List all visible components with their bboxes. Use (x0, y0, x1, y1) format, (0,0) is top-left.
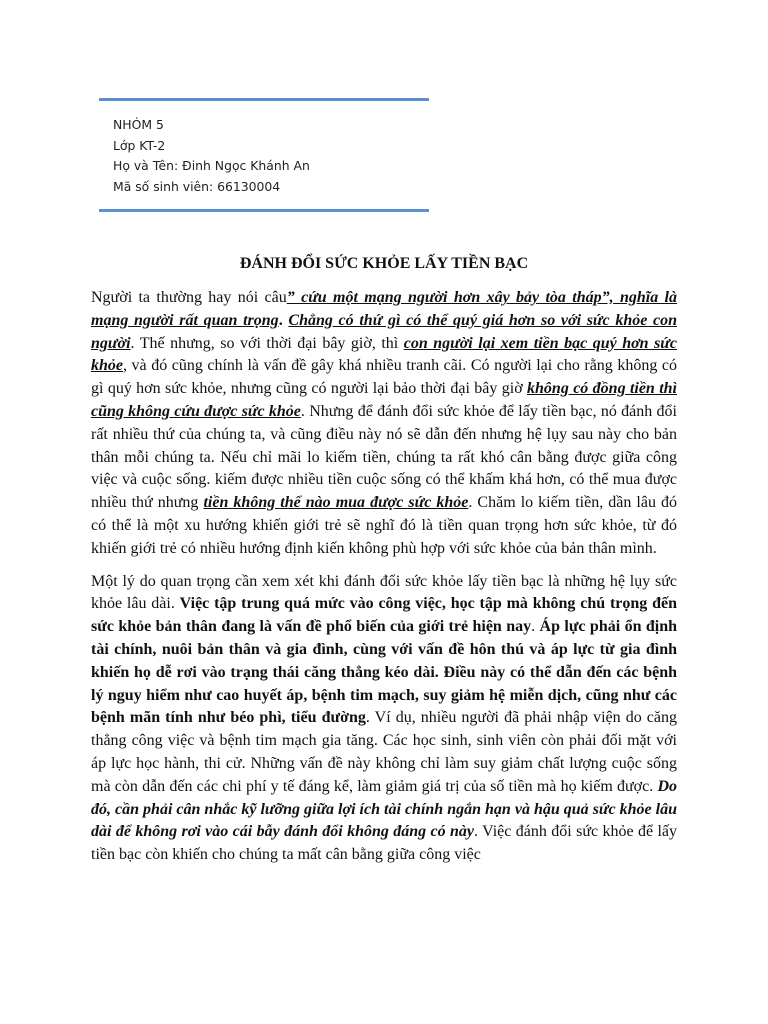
p1-emphasis: tiền không thể nào mua được sức khỏe (203, 494, 469, 512)
p1-emphasis: con người lại xem tiền bạc quý hơn sức khỏe (91, 334, 677, 375)
p1-text: , và đó cũng chính là vấn đề gây khá nhiều tranh cãi. Có người lại cho rằng không có gì quý hơn sức khỏe, nhưng cũng có người lại bảo thời đại bây giờ (91, 357, 677, 398)
group-line: NHÓM 5 (113, 117, 164, 132)
p2-text: . (531, 618, 540, 636)
header-block (99, 98, 429, 212)
student-id-line: Mã số sinh viên: 66130004 (113, 178, 281, 194)
p1-text: . Nhưng để đánh đổi sức khỏe để lấy tiền bạc, nó đánh đổi rất nhiều thứ của chúng ta, và cũng điều này nó sẽ dẫn đến nhưng hệ lụy sau này cho bản thân mỗi chúng ta. Nếu chỉ mãi lo kiếm tiền, chúng ta rất khó cân bằng được giữa công việc và cuộc sống. kiếm được nhiều tiền cuộc sống có thể khấm khá hơn, có thể mua được nhiều thứ nhưng (91, 402, 677, 512)
p1-text: . (278, 311, 289, 329)
paragraph-1 (91, 287, 677, 561)
p1-text: Người ta thường hay nói câu (91, 289, 287, 306)
p2-text: . Ví dụ, nhiều người đã phải nhập viện do căng thẳng công việc và bệnh tim mạch gia tăng. Các học sinh, sinh viên còn phải đối mặt với áp lực học hành, thi cử. Những vấn đề này không chỉ làm suy giảm chất lượng cuộc sống mà còn dẫn đến các chi phí y tế đáng kể, làm giảm giá trị của số tiền mà họ kiếm được. (91, 709, 677, 795)
p2-text: . Việc đánh đổi sức khỏe để lấy tiền bạc còn khiến cho chúng ta mất cân bằng giữa công việc (91, 823, 678, 864)
p1-emphasis: không có đồng tiền thì cũng không cứu được sức khỏe (91, 380, 677, 420)
document-title: ĐÁNH ĐỔI SỨC KHỎE LẤY TIỀN BẠC (239, 255, 529, 272)
p2-bold: Việc tập trung quá mức vào công việc, học tập mà không chú trọng đến sức khỏe bản thân đang là vấn đề phổ biến của giới trẻ hiện nay (91, 595, 677, 636)
p2-text: Một lý do quan trọng cần xem xét khi đánh đổi sức khỏe lấy tiền bạc là những hệ lụy sức khỏe lâu dài. (91, 572, 677, 613)
p2-bold: Áp lực phải ổn định tài chính, nuôi bản thân và gia đình, cùng với vấn đề hôn thú và áp lực từ gia đình khiến họ dễ rơi vào trạng thái căng thẳng kéo dài. Điều này có thể dẫn đến các bệnh lý nguy hiểm như cao huyết áp, bệnh tim mạch, suy giảm hệ miễn dịch, cũng như các bệnh mãn tính như béo phì, tiểu đường (91, 618, 678, 727)
paragraph-2 (91, 571, 677, 867)
document-body (91, 287, 677, 877)
p1-text: . Chăm lo kiếm tiền, dần lâu đó có thể là một xu hướng khiến giới trẻ sẽ nghĩ đó là tiền quan trọng hơn sức khỏe, từ đó khiến giới trẻ có nhiều hướng định kiến không phù hợp với sức khỏe của bản thân mình. (91, 494, 677, 557)
student-info (113, 115, 429, 197)
top-divider (99, 98, 429, 101)
p1-quote: ” cứu một mạng người hơn xây bảy tòa tháp”, nghĩa là mạng người rất quan trọng (91, 289, 677, 329)
name-line: Họ và Tên: Đinh Ngọc Khánh An (113, 158, 310, 173)
p1-emphasis: Chẳng có thứ gì có thể quý giá hơn so với sức khỏe con người (91, 311, 678, 352)
bottom-divider (99, 209, 429, 212)
p2-bold-italic: Do đó, cần phải cân nhắc kỹ lưỡng giữa lợi ích tài chính ngắn hạn và hậu quả sức khỏe lâu dài để không rơi vào cái bẫy đánh đổi không đáng có này (91, 777, 677, 841)
class-line: Lớp KT-2 (113, 137, 166, 153)
p1-text: . Thế nhưng, so với thời đại bây giờ, thì (130, 334, 404, 352)
